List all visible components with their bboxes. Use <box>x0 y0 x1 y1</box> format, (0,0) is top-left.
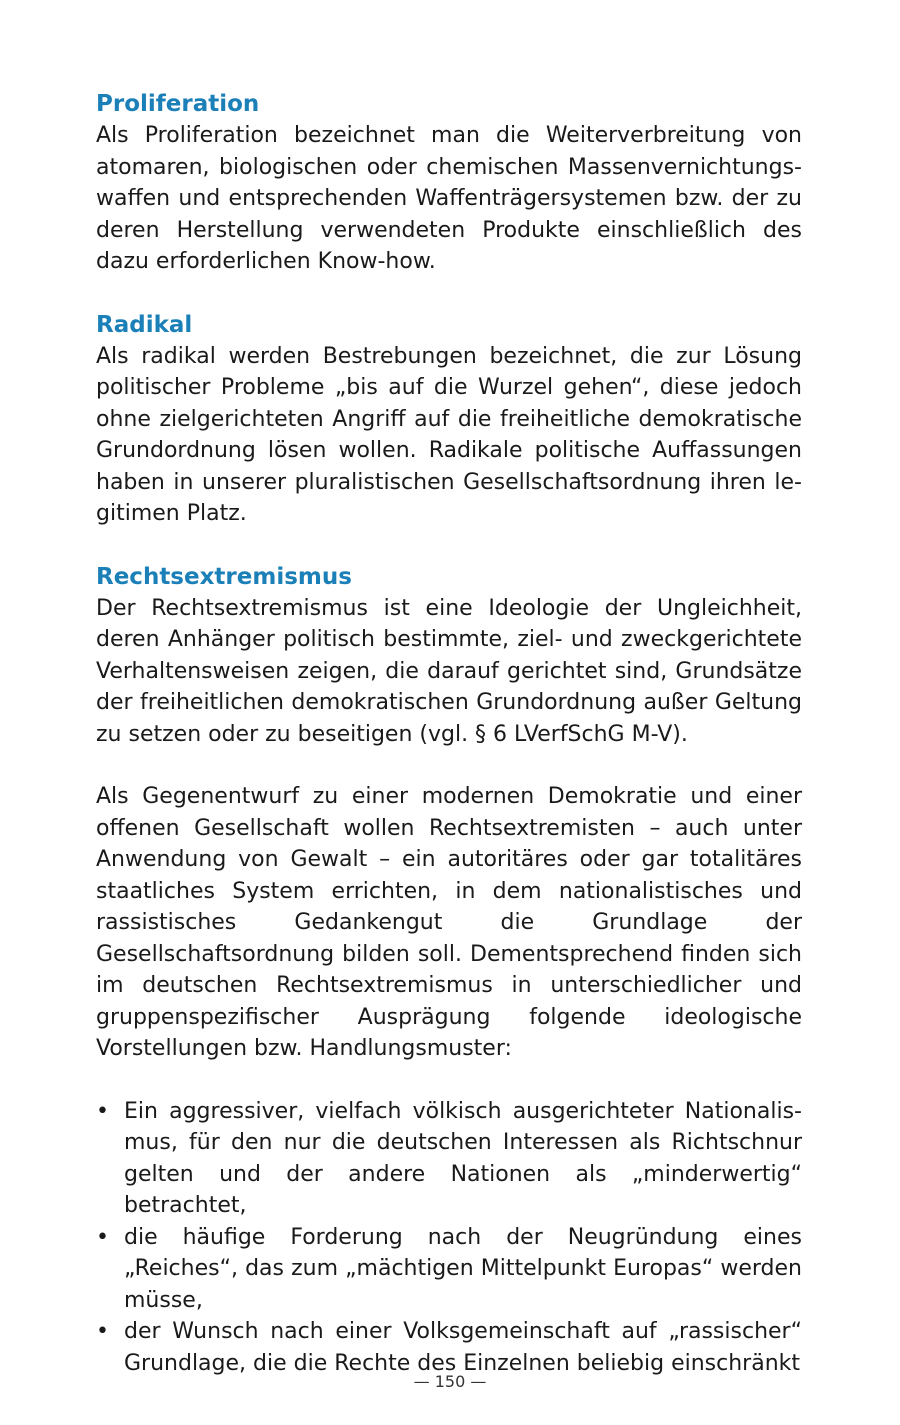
paragraph-radikal: Als radikal werden Bestrebungen bezeichnet, die zur Lösung politischer Probleme „bis auf die Wurzel gehen“, diese jedoch ohne zielgerichteten Angriff auf die freiheitliche demokratische Grundordnung lösen wollen. Radikale politische Auffassungen haben in unserer pluralistischen Gesellschaftsordnung ihren legitimen Platz. <box>96 343 802 526</box>
bullet-icon: • <box>96 1224 109 1250</box>
bullet-icon: • <box>96 1319 109 1344</box>
ideology-bullet-list <box>96 1096 802 1380</box>
paragraph-gap <box>96 750 802 781</box>
list-item-text: Ein aggressiver, vielfach völkisch ausgerichteter Nationalismus, für den nur die deutschen Interessen als Richtschnur gelten und der andere Nationen als „minderwertig“ betrachtet, <box>124 1098 802 1218</box>
paragraph-rechtsextremismus-2: Als Gegenentwurf zu einer modernen Demokratie und einer offenen Gesellschaft wollen Rechtsextremisten – auch unter Anwendung von Gewalt – ein autoritäres oder gar totalitäres staatliches System errichten, in dem nationalistisches und rassistisches Gedankengut die Grundlage der Gesellschaftsordnung bilden soll. Dementsprechend finden sich im deutschen Rechtsextremismus in unterschiedlicher und gruppenspezifischer Ausprägung folgende ideologische Vorstellungen bzw. Handlungsmuster: <box>96 784 802 1061</box>
section-gap <box>96 278 802 309</box>
heading-rechtsextremismus: Rechtsextremismus <box>96 563 352 590</box>
heading-proliferation: Proliferation <box>96 91 260 117</box>
list-item <box>96 1316 802 1379</box>
heading-radikal: Radikal <box>96 311 193 338</box>
paragraph-proliferation: Als Proliferation bezeichnet man die Weiterverbreitung von atomaren, biologischen oder chemischen Massenvernichtungswaffen und entsprechenden Waffenträgersystemen bzw. der zu deren Herstellung verwendeten Produkte einschließlich des dazu erforderlichen Know-how. <box>96 123 802 274</box>
page-content <box>96 88 802 1379</box>
bullet-icon: • <box>96 1098 109 1124</box>
list-item-text: der Wunsch nach einer Volksgemeinschaft auf „rassischer“ Grundlage, die die Rechte des Einzelnen beliebig einschränkt <box>124 1319 802 1376</box>
page-number: — 150 — <box>413 1372 487 1391</box>
paragraph-rechtsextremismus-1: Der Rechtsextremismus ist eine Ideologie der Ungleichheit, deren Anhänger politisch bestimmte, ziel- und zweckgerichtete Verhaltensweisen zeigen, die darauf gerichtet sind, Grundsätze der freiheitlichen demokratischen Grundordnung außer Geltung zu setzen oder zu beseitigen (vgl. § 6 LVerfSchG M-V). <box>96 595 802 747</box>
section-gap <box>96 530 802 561</box>
list-item <box>96 1096 802 1222</box>
paragraph-gap <box>96 1065 802 1096</box>
list-item <box>96 1222 802 1317</box>
list-item-text: die häufige Forderung nach der Neugründung eines „Reiches“, das zum „mächtigen Mittelpunkt Europas“ werden müsse, <box>124 1224 802 1313</box>
